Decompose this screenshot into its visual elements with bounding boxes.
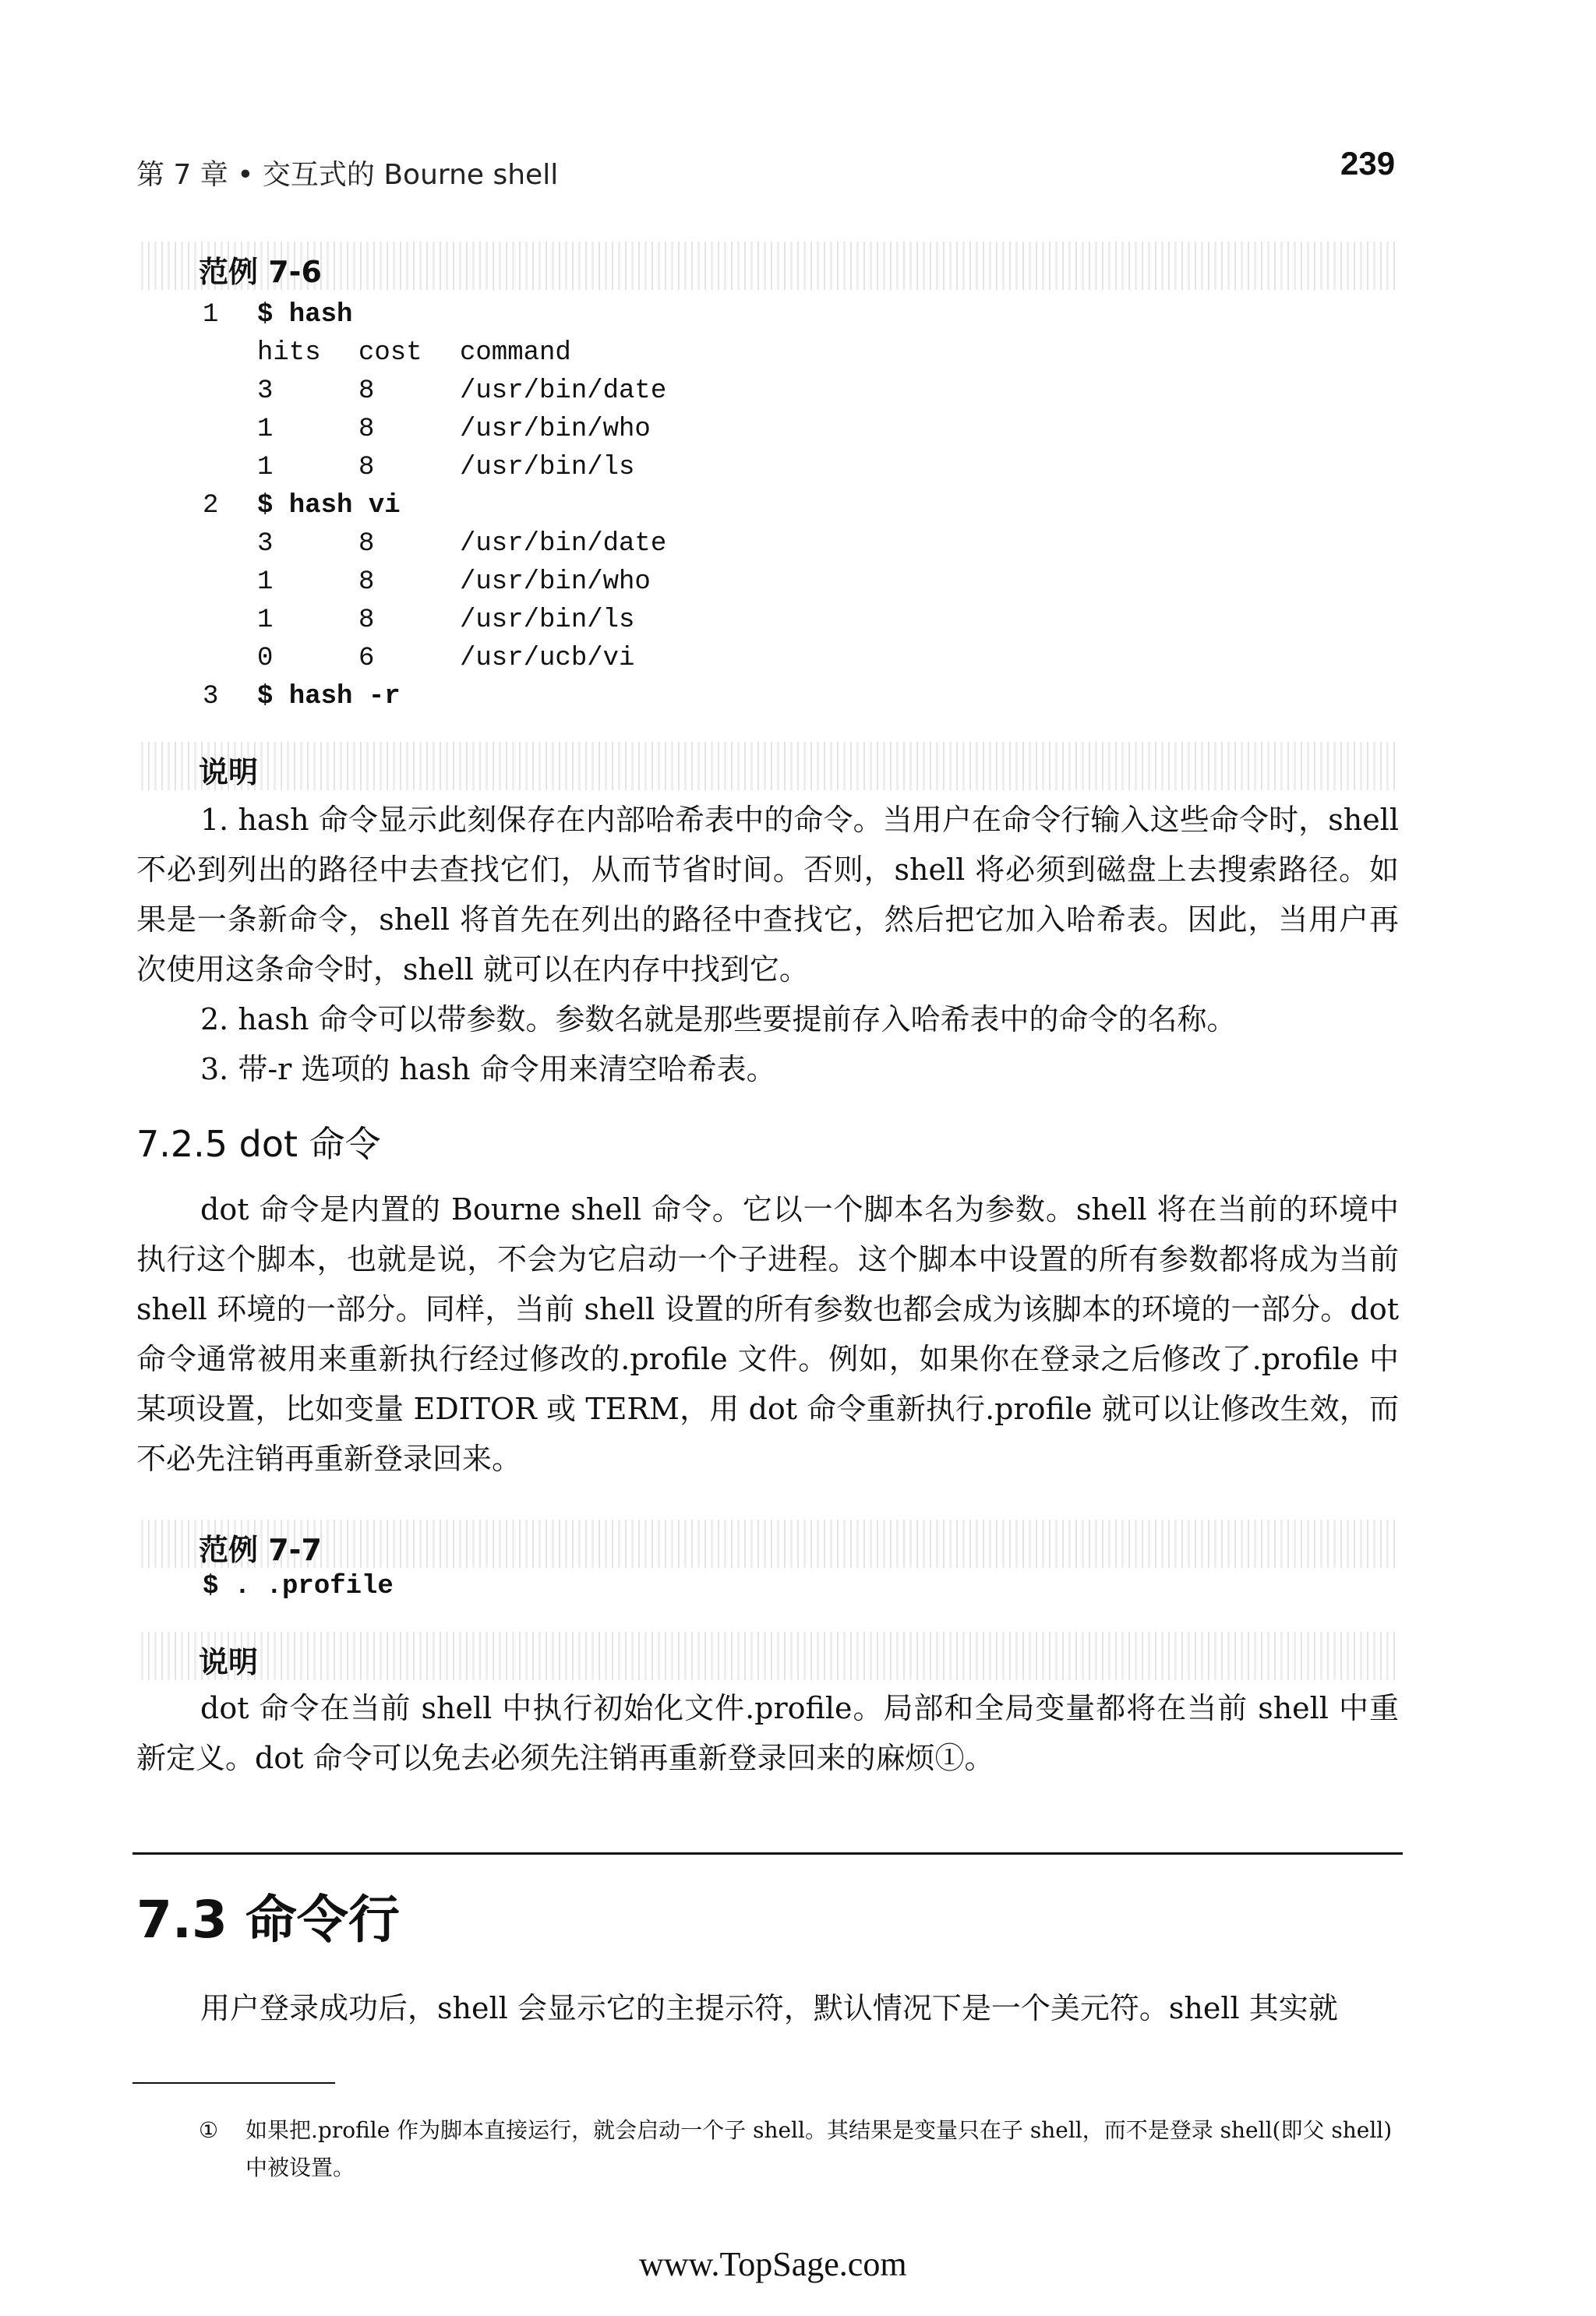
output-cell: /usr/ucb/vi (460, 644, 635, 673)
footnote (199, 2112, 1399, 2187)
code-listing: $ . .profile (203, 1572, 394, 1601)
line-number (136, 640, 257, 678)
example-label: 范例 7-6 (199, 255, 322, 289)
line-number (136, 411, 257, 449)
output-cell: /usr/bin/who (460, 415, 651, 444)
explanation-paragraph: 2. hash 命令可以带参数。参数名就是那些要提前存入哈希表中的命令的名称。 (200, 1002, 1237, 1036)
chapter-section-heading: 7.3 命令行 (136, 1890, 400, 1950)
code-line (136, 563, 1383, 602)
command-text: $ hash vi (257, 491, 401, 521)
explanation-label: 说明 (199, 755, 259, 789)
output-cell: /usr/bin/date (460, 376, 667, 406)
explanation-label-bar (136, 742, 1399, 790)
command-text: $ hash (257, 300, 353, 330)
code-line (136, 678, 1383, 716)
output-cell: 1 (257, 567, 274, 597)
line-number (136, 563, 257, 602)
output-cell: 3 (257, 376, 274, 406)
code-line (136, 411, 1383, 449)
code-line (136, 372, 1383, 411)
code-line (136, 525, 1383, 563)
footnote-mark: ① (199, 2117, 219, 2143)
example-label-bar (136, 242, 1399, 290)
output-cell: /usr/bin/ls (460, 605, 635, 635)
output-cell: 3 (257, 529, 274, 559)
running-header: 第 7 章 • 交互式的 Bourne shell (136, 159, 559, 191)
command-text: $ hash -r (257, 682, 401, 711)
example-label: 范例 7-7 (199, 1533, 322, 1567)
code-line (136, 449, 1383, 487)
line-number: 1 (203, 300, 219, 330)
page-number: 239 (1340, 145, 1396, 182)
output-cell: 0 (257, 644, 274, 673)
line-number: 3 (203, 682, 219, 711)
output-cell: 6 (358, 644, 375, 673)
section-body: dot 命令是内置的 Bourne shell 命令。它以一个脚本名为参数。shell 将在当前的环境中执行这个脚本，也就是说，不会为它启动一个子进程。这个脚本中设置的所有参数都将成为当前 shell 环境的一部分。同样，当前 shell 设置的所有参数也都会成为该脚本的环境的一部分。dot 命令通常被用来重新执行经过修改的.profile 文件。例如，如果你在登录之后修改了.profile 中某项设置，比如变量 EDITOR 或 TERM，用 dot 命令重新执行.profile 就可以让修改生效，而不必先注销再重新登录回来。 (136, 1192, 1399, 1476)
output-cell: hits (257, 338, 321, 368)
output-cell: cost (358, 338, 422, 368)
code-line (136, 334, 1383, 372)
output-cell: 8 (358, 376, 375, 406)
code-line (136, 487, 1383, 525)
output-cell: 8 (358, 453, 375, 482)
output-cell: /usr/bin/date (460, 529, 667, 559)
output-cell: 8 (358, 605, 375, 635)
footnote-text: 如果把.profile 作为脚本直接运行，就会启动一个子 shell。其结果是变量只在子 shell，而不是登录 shell(即父 shell)中被设置。 (245, 2117, 1393, 2180)
section-heading: 7.2.5 dot 命令 (136, 1123, 381, 1165)
output-cell: 8 (358, 415, 375, 444)
line-number (136, 449, 257, 487)
output-cell: 1 (257, 453, 274, 482)
line-number (136, 372, 257, 411)
output-cell: 1 (257, 605, 274, 635)
output-cell: 8 (358, 529, 375, 559)
code-listing (136, 296, 1383, 716)
explanation-label: 说明 (199, 1645, 259, 1679)
output-cell: 1 (257, 415, 274, 444)
code-line (136, 296, 1383, 334)
line-number: 2 (203, 491, 219, 521)
explanation-paragraph: 1. hash 命令显示此刻保存在内部哈希表中的命令。当用户在命令行输入这些命令时，shell 不必到列出的路径中去查找它们，从而节省时间。否则，shell 将必须到磁盘上去搜索路径。如果是一条新命令，shell 将首先在列出的路径中查找它，然后把它加入哈希表。因此，当用户再次使用这条命令时，shell 就可以在内存中找到它。 (136, 803, 1399, 987)
code-line (136, 602, 1383, 640)
explanation-paragraph: 3. 带-r 选项的 hash 命令用来清空哈希表。 (200, 1052, 776, 1086)
footer-website: www.TopSage.com (639, 2245, 907, 2283)
explanation-paragraph: dot 命令在当前 shell 中执行初始化文件.profile。局部和全局变量都将在当前 shell 中重新定义。dot 命令可以免去必须先注销再重新登录回来的麻烦①。 (136, 1691, 1399, 1775)
output-cell: command (460, 338, 571, 368)
section-rule (132, 1852, 1403, 1855)
line-number (136, 525, 257, 563)
output-cell: /usr/bin/ls (460, 453, 635, 482)
footnote-rule (132, 2082, 335, 2084)
example-label-bar (136, 1520, 1399, 1568)
code-line (136, 640, 1383, 678)
explanation-label-bar (136, 1632, 1399, 1680)
line-number (136, 602, 257, 640)
section-body: 用户登录成功后，shell 会显示它的主提示符，默认情况下是一个美元符。shell 其实就 (200, 1991, 1338, 2025)
output-cell: 8 (358, 567, 375, 597)
line-number (136, 334, 257, 372)
output-cell: /usr/bin/who (460, 567, 651, 597)
